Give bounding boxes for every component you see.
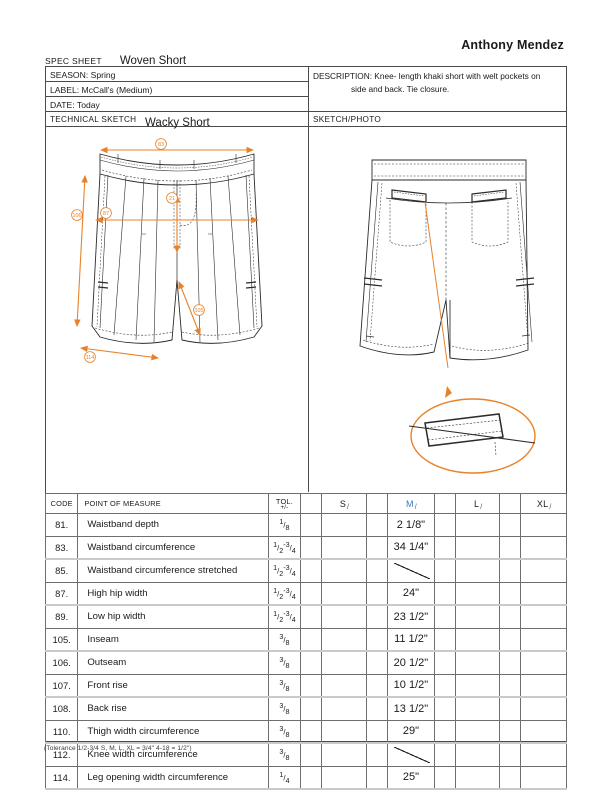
row-sub-m xyxy=(366,766,387,789)
size-m-label: M xyxy=(405,498,414,509)
panel-header-rule xyxy=(45,126,567,127)
row-value-xl xyxy=(521,743,567,766)
svg-text:105: 105 xyxy=(194,308,204,314)
table-row xyxy=(46,605,567,628)
date-field: DATE: Today xyxy=(50,100,100,110)
row-tolerance: $^3/_8$ xyxy=(268,720,300,743)
row-sub-m xyxy=(366,582,387,605)
row-tolerance: $^3/_8$ xyxy=(268,651,300,674)
table-row xyxy=(46,559,567,582)
row-sub-l xyxy=(435,674,456,697)
row-value-s xyxy=(322,651,366,674)
table-row xyxy=(46,720,567,743)
row-sub-m xyxy=(366,674,387,697)
row-code: 108. xyxy=(46,697,78,720)
row-sub-xl xyxy=(500,582,521,605)
svg-text:106: 106 xyxy=(72,213,82,219)
back-view-sketch xyxy=(330,150,570,380)
row-sub-l xyxy=(435,559,456,582)
row-sub-xl xyxy=(500,766,521,789)
size-xl-label: XL xyxy=(536,498,549,509)
row-sub-m xyxy=(366,651,387,674)
row-sub-s xyxy=(301,720,322,743)
row-sub-m xyxy=(366,514,387,537)
header-tol-top: TOL. xyxy=(275,496,293,506)
row-value-xl xyxy=(521,605,567,628)
row-value-l xyxy=(456,743,500,766)
svg-text:21: 21 xyxy=(169,196,175,202)
row-value-s xyxy=(322,674,366,697)
header-size-m: $M_/$ xyxy=(387,494,434,514)
header-size-l: $L_/$ xyxy=(456,494,500,514)
row-point-of-measure: Inseam xyxy=(78,628,268,651)
row-sub-s xyxy=(301,743,322,766)
measurement-callout-overlay xyxy=(48,130,306,380)
row-code: 83. xyxy=(46,536,78,559)
row-sub-xl xyxy=(500,605,521,628)
row-sub-m xyxy=(366,536,387,559)
row-value-l xyxy=(456,766,500,789)
row-sub-s xyxy=(301,605,322,628)
row-value-l xyxy=(456,582,500,605)
row-value-s xyxy=(322,628,366,651)
row-sub-s xyxy=(301,536,322,559)
row-sub-m xyxy=(366,720,387,743)
row-sub-l xyxy=(435,743,456,766)
author-name: Anthony Mendez xyxy=(461,38,564,52)
description-field xyxy=(313,70,561,95)
row-point-of-measure: Thigh width circumference xyxy=(78,720,268,743)
row-sub-m xyxy=(366,697,387,720)
row-value-l xyxy=(456,674,500,697)
table-row xyxy=(46,651,567,674)
sketch-photo-label: SKETCH/PHOTO xyxy=(313,115,382,124)
tolerance-footnote: (Tolerance 1/2-3/4 S, M, L, XL = 3/4" 4-18 = 1/2") xyxy=(44,745,192,752)
row-point-of-measure: Waistband depth xyxy=(78,514,268,537)
row-sub-m xyxy=(366,605,387,628)
row-value-xl xyxy=(521,628,567,651)
row-value-s xyxy=(322,743,366,766)
row-code: 110. xyxy=(46,720,78,743)
row-value-m: 10 1/2" xyxy=(387,674,434,697)
row-value-s xyxy=(322,536,366,559)
row-sub-l xyxy=(435,720,456,743)
row-tolerance: $^1/_8$ xyxy=(268,514,300,537)
row-value-m: 11 1/2" xyxy=(387,628,434,651)
table-row xyxy=(46,766,567,789)
row-tolerance: $^3/_8$ xyxy=(268,674,300,697)
row-tolerance: $^1/_2^{-3}/_4$ xyxy=(268,559,300,582)
svg-text:87: 87 xyxy=(103,211,109,217)
row-value-m: 20 1/2" xyxy=(387,651,434,674)
row-point-of-measure: Outseam xyxy=(78,651,268,674)
table-row xyxy=(46,697,567,720)
row-code: 89. xyxy=(46,605,78,628)
technical-sketch-label: TECHNICAL SKETCH xyxy=(50,115,137,124)
header-sub-s xyxy=(301,494,322,514)
row-sub-m xyxy=(366,743,387,766)
table-row xyxy=(46,536,567,559)
row-tolerance: $^3/_8$ xyxy=(268,697,300,720)
row-sub-xl xyxy=(500,628,521,651)
row-code: 81. xyxy=(46,514,78,537)
row-tolerance: $^3/_8$ xyxy=(268,628,300,651)
row-value-s xyxy=(322,697,366,720)
row-point-of-measure: High hip width xyxy=(78,582,268,605)
row-sub-xl xyxy=(500,743,521,766)
row-value-xl xyxy=(521,651,567,674)
description-line-1: DESCRIPTION: Knee- length khaki short with welt pockets on xyxy=(313,71,541,81)
table-row xyxy=(46,582,567,605)
row-sub-l xyxy=(435,628,456,651)
row-tolerance: $^1/_2^{-3}/_4$ xyxy=(268,536,300,559)
row-sub-xl xyxy=(500,559,521,582)
row-value-s xyxy=(322,766,366,789)
row-value-l xyxy=(456,651,500,674)
row-value-m: 25" xyxy=(387,766,434,789)
row-tolerance: $^1/_4$ xyxy=(268,766,300,789)
header-size-s: $S_/$ xyxy=(322,494,366,514)
header-tolerance xyxy=(268,494,300,514)
header-point-of-measure: POINT OF MEASURE xyxy=(78,494,268,514)
panel-divider xyxy=(308,66,309,492)
row-sub-s xyxy=(301,651,322,674)
row-point-of-measure: Front rise xyxy=(78,674,268,697)
row-value-xl xyxy=(521,674,567,697)
row-point-of-measure: Waistband circumference xyxy=(78,536,268,559)
row-sub-l xyxy=(435,514,456,537)
row-sub-xl xyxy=(500,514,521,537)
row-sub-l xyxy=(435,651,456,674)
header-sub-m xyxy=(366,494,387,514)
row-tolerance: $^3/_8$ xyxy=(268,743,300,766)
row-sub-s xyxy=(301,559,322,582)
spec-sheet-title: Woven Short xyxy=(119,55,187,67)
row-value-m xyxy=(387,743,434,766)
row-sub-m xyxy=(366,559,387,582)
row-point-of-measure: Leg opening width circumference xyxy=(78,766,268,789)
header-sub-xl xyxy=(500,494,521,514)
size-s-label: S xyxy=(339,498,347,509)
row-point-of-measure: Knee width circumference xyxy=(78,743,268,766)
row-value-l xyxy=(456,697,500,720)
row-code: 105. xyxy=(46,628,78,651)
row-value-s xyxy=(322,514,366,537)
row-sub-l xyxy=(435,605,456,628)
row-value-xl xyxy=(521,536,567,559)
header-size-xl: $XL_/$ xyxy=(521,494,567,514)
size-l-label: L xyxy=(474,498,480,509)
row-value-m: 23 1/2" xyxy=(387,605,434,628)
table-row xyxy=(46,514,567,537)
row-value-l xyxy=(456,514,500,537)
row-value-m: 13 1/2" xyxy=(387,697,434,720)
season-field: SEASON: Spring xyxy=(50,70,116,80)
svg-text:83: 83 xyxy=(158,142,164,148)
row-value-s xyxy=(322,605,366,628)
row-tolerance: $^1/_2^{-3}/_4$ xyxy=(268,605,300,628)
row-sub-s xyxy=(301,697,322,720)
row-sub-xl xyxy=(500,720,521,743)
row-value-xl xyxy=(521,720,567,743)
row-value-m: 24" xyxy=(387,582,434,605)
row-sub-l xyxy=(435,766,456,789)
description-line-2: side and back. Tie closure. xyxy=(351,83,450,94)
svg-text:114: 114 xyxy=(85,355,95,361)
row-code: 87. xyxy=(46,582,78,605)
header-code: CODE xyxy=(46,494,78,514)
label-field: LABEL: McCall's (Medium) xyxy=(50,85,153,95)
row-sub-s xyxy=(301,514,322,537)
meta-rule-3 xyxy=(45,111,567,112)
row-value-xl xyxy=(521,697,567,720)
row-sub-l xyxy=(435,582,456,605)
row-point-of-measure: Waistband circumference stretched xyxy=(78,559,268,582)
row-value-l xyxy=(456,605,500,628)
table-row xyxy=(46,628,567,651)
row-value-m: 34 1/4" xyxy=(387,536,434,559)
row-code: 114. xyxy=(46,766,78,789)
row-value-m xyxy=(387,559,434,582)
row-sub-xl xyxy=(500,536,521,559)
sketch-name: Wacky Short xyxy=(145,117,210,129)
row-sub-l xyxy=(435,697,456,720)
row-code: 112. xyxy=(46,743,78,766)
row-value-xl xyxy=(521,766,567,789)
row-value-xl xyxy=(521,582,567,605)
row-value-xl xyxy=(521,514,567,537)
row-value-m: 29" xyxy=(387,720,434,743)
row-sub-m xyxy=(366,628,387,651)
row-sub-s xyxy=(301,766,322,789)
row-point-of-measure: Back rise xyxy=(78,697,268,720)
row-sub-s xyxy=(301,628,322,651)
header-sub-l xyxy=(435,494,456,514)
row-code: 85. xyxy=(46,559,78,582)
spec-sheet-label: SPEC SHEET xyxy=(45,56,102,66)
row-sub-xl xyxy=(500,674,521,697)
table-header-row xyxy=(46,494,567,514)
row-sub-s xyxy=(301,582,322,605)
row-tolerance: $^1/_2^{-3}/_4$ xyxy=(268,582,300,605)
row-sub-l xyxy=(435,536,456,559)
row-value-l xyxy=(456,720,500,743)
row-point-of-measure: Low hip width xyxy=(78,605,268,628)
row-value-s xyxy=(322,720,366,743)
header-tol-bottom: +/- xyxy=(280,503,289,511)
row-sub-s xyxy=(301,674,322,697)
row-value-l xyxy=(456,559,500,582)
row-value-m: 2 1/8" xyxy=(387,514,434,537)
row-value-l xyxy=(456,628,500,651)
row-sub-xl xyxy=(500,697,521,720)
row-code: 106. xyxy=(46,651,78,674)
row-value-s xyxy=(322,559,366,582)
row-value-xl xyxy=(521,559,567,582)
welt-pocket-detail-callout xyxy=(395,380,575,485)
row-sub-xl xyxy=(500,651,521,674)
row-code: 107. xyxy=(46,674,78,697)
table-row xyxy=(46,674,567,697)
row-value-l xyxy=(456,536,500,559)
row-value-s xyxy=(322,582,366,605)
